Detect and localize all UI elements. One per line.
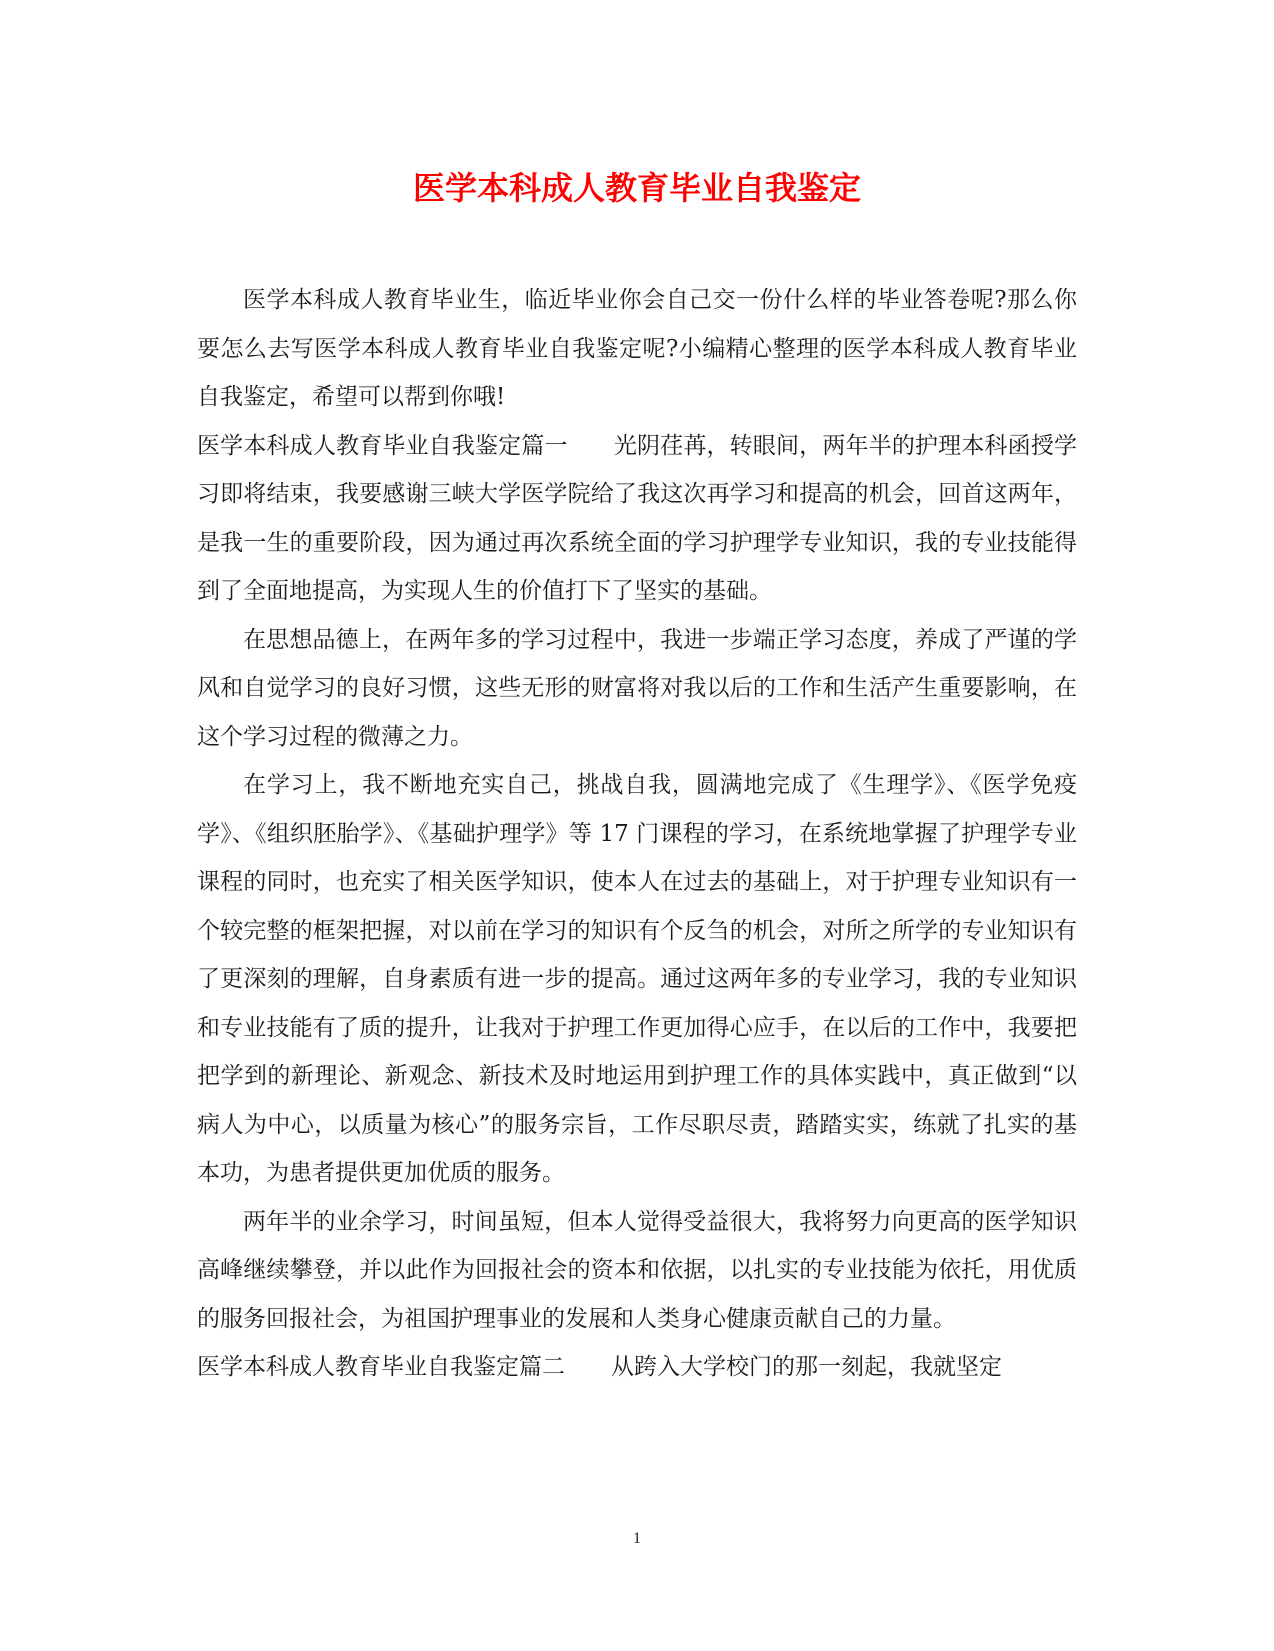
section-2-text: 从跨入大学校门的那一刻起，我就坚定 [611,1354,1002,1380]
section-1-heading: 医学本科成人教育毕业自我鉴定篇一 [197,432,568,459]
page-number: 1 [633,1530,641,1547]
section-1-text: 光阴荏苒，转眼间，两年半的护理本科函授学习即将结束，我要感谢三峡大学医学院给了我这次再学习和提高的机会，回首这两年，是我一生的重要阶段，因为通过再次系统全面的学习护理学专业知识，我的专业技能得到了全面地提高，为实现人生的价值打下了坚实的基础。 [197,432,1078,604]
section-1-paragraph [197,422,1077,616]
paragraph-summary: 两年半的业余学习，时间虽短，但本人觉得受益很大，我将努力向更高的医学知识高峰继续攀登，并以此作为回报社会的资本和依据，以扎实的专业技能为依托，用优质的服务回报社会，为祖国护理事业的发展和人类身心健康贡献自己的力量。 [197,1208,1077,1332]
section-2-heading: 医学本科成人教育毕业自我鉴定篇二 [197,1354,565,1380]
section-2-paragraph [197,1343,1077,1392]
document-title: 医学本科成人教育毕业自我鉴定 [412,169,861,207]
paragraph-moral: 在思想品德上，在两年多的学习过程中，我进一步端正学习态度，养成了严谨的学风和自觉学习的良好习惯，这些无形的财富将对我以后的工作和生活产生重要影响，在这个学习过程的微薄之力。 [197,626,1077,750]
intro-paragraph: 医学本科成人教育毕业生，临近毕业你会自己交一份什么样的毕业答卷呢?那么你要怎么去写医学本科成人教育毕业自我鉴定呢?小编精心整理的医学本科成人教育毕业自我鉴定，希望可以帮到你哦! [197,287,1077,410]
document-body [197,276,1077,1392]
paragraph-study: 在学习上，我不断地充实自己，挑战自我，圆满地完成了《生理学》、《医学免疫学》、《组织胚胎学》、《基础护理学》等 17 门课程的学习，在系统地掌握了护理学专业课程的同时，也充实了相关医学知识，使本人在过去的基础上，对于护理专业知识有一个较完整的框架把握，对以前在学习的知识有个反刍的机会，对所之所学的专业知识有了更深刻的理解，自身素质有进一步的提高。通过这两年多的专业学习，我的专业知识和专业技能有了质的提升，让我对于护理工作更加得心应手，在以后的工作中，我要把把学到的新理论、新观念、新技术及时地运用到护理工作的具体实践中，真正做到“以病人为中心，以质量为核心”的服务宗旨，工作尽职尽责，踏踏实实，练就了扎实的基本功，为患者提供更加优质的服务。 [197,772,1077,1186]
